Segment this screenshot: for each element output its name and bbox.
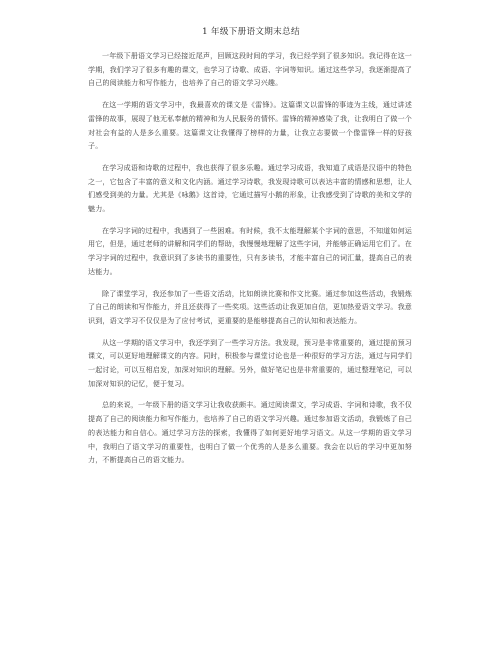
document-title: 1 年级下册语文期末总结 <box>202 27 300 37</box>
paragraph-2: 在这一学期的语文学习中，我最喜欢的课文是《雷锋》。这篇课文以雷锋的事迹为主线，通过讲述雷锋的故事，展现了他无私奉献的精神和为人民服务的情怀。雷锋的精神感染了我，让我明白了做一个对社会有益的人是多么重要。这篇课文让我懂得了榜样的力量，让我立志要做一个像雷锋一样的好孩子。 <box>88 100 412 151</box>
paragraph-1: 一年级下册语文学习已经接近尾声，回顾这段时间的学习，我已经学到了很多知识。我记得在这一学期，我们学习了很多有趣的课文，也学习了诗歌、成语、字词等知识。通过这些学习，我逐渐提高了自己的阅读能力和写作能力，也培养了自己的语文学习兴趣。 <box>88 51 412 88</box>
paragraph-5: 除了课堂学习，我还参加了一些语文活动，比如朗读比赛和作文比赛。通过参加这些活动，我锻炼了自己的朗读和写作能力，并且还获得了一些奖项。这些活动让我更加自信，更加热爱语文学习。我意识到，语文学习不仅仅是为了应付考试，更重要的是能够提高自己的认知和表达能力。 <box>88 288 412 325</box>
paragraph-7: 总的来说，一年级下册的语文学习让我收获颇丰。通过阅读课文，学习成语、字词和诗歌，我不仅提高了自己的阅读能力和写作能力，也培养了自己的语文学习兴趣。通过参加语文活动，我锻炼了自己的表达能力和自信心。通过学习方法的探索，我懂得了如何更好地学习语文。从这一学期的语文学习中，我明白了语文学习的重要性，也明白了做一个优秀的人是多么重要。我会在以后的学习中更加努力，不断提高自己的语文能力。 <box>88 400 412 465</box>
paragraph-6: 从这一学期的语文学习中，我还学到了一些学习方法。我发现，预习是非常重要的，通过提前预习课文，可以更好地理解课文的内容。同时，积极参与课堂讨论也是一种很好的学习方法，通过与同学们一起讨论，可以互相启发，加深对知识的理解。另外，做好笔记也是非常重要的，通过整理笔记，可以加深对知识的记忆，便于复习。 <box>88 337 412 388</box>
paragraph-3: 在学习成语和诗歌的过程中，我也获得了很多乐趣。通过学习成语，我知道了成语是汉语中的特色之一，它包含了丰富的意义和文化内涵。通过学习诗歌，我发现诗歌可以表达丰富的情感和思想，让人们感受到美的力量。尤其是《咏鹅》这首诗，它通过描写小鹅的形象，让我感受到了诗歌的美和文学的魅力。 <box>88 162 412 214</box>
paragraph-4: 在学习字词的过程中，我遇到了一些困难。有时候，我不太能理解某个字词的意思，不知道如何运用它，但是，通过老师的讲解和同学们的帮助，我慢慢地理解了这些字词，并能够正确运用它们了。在学习字词的过程中，我意识到了多读书的重要性，只有多读书，才能丰富自己的词汇量，提高自己的表达能力。 <box>88 225 412 276</box>
document-body <box>88 49 412 475</box>
